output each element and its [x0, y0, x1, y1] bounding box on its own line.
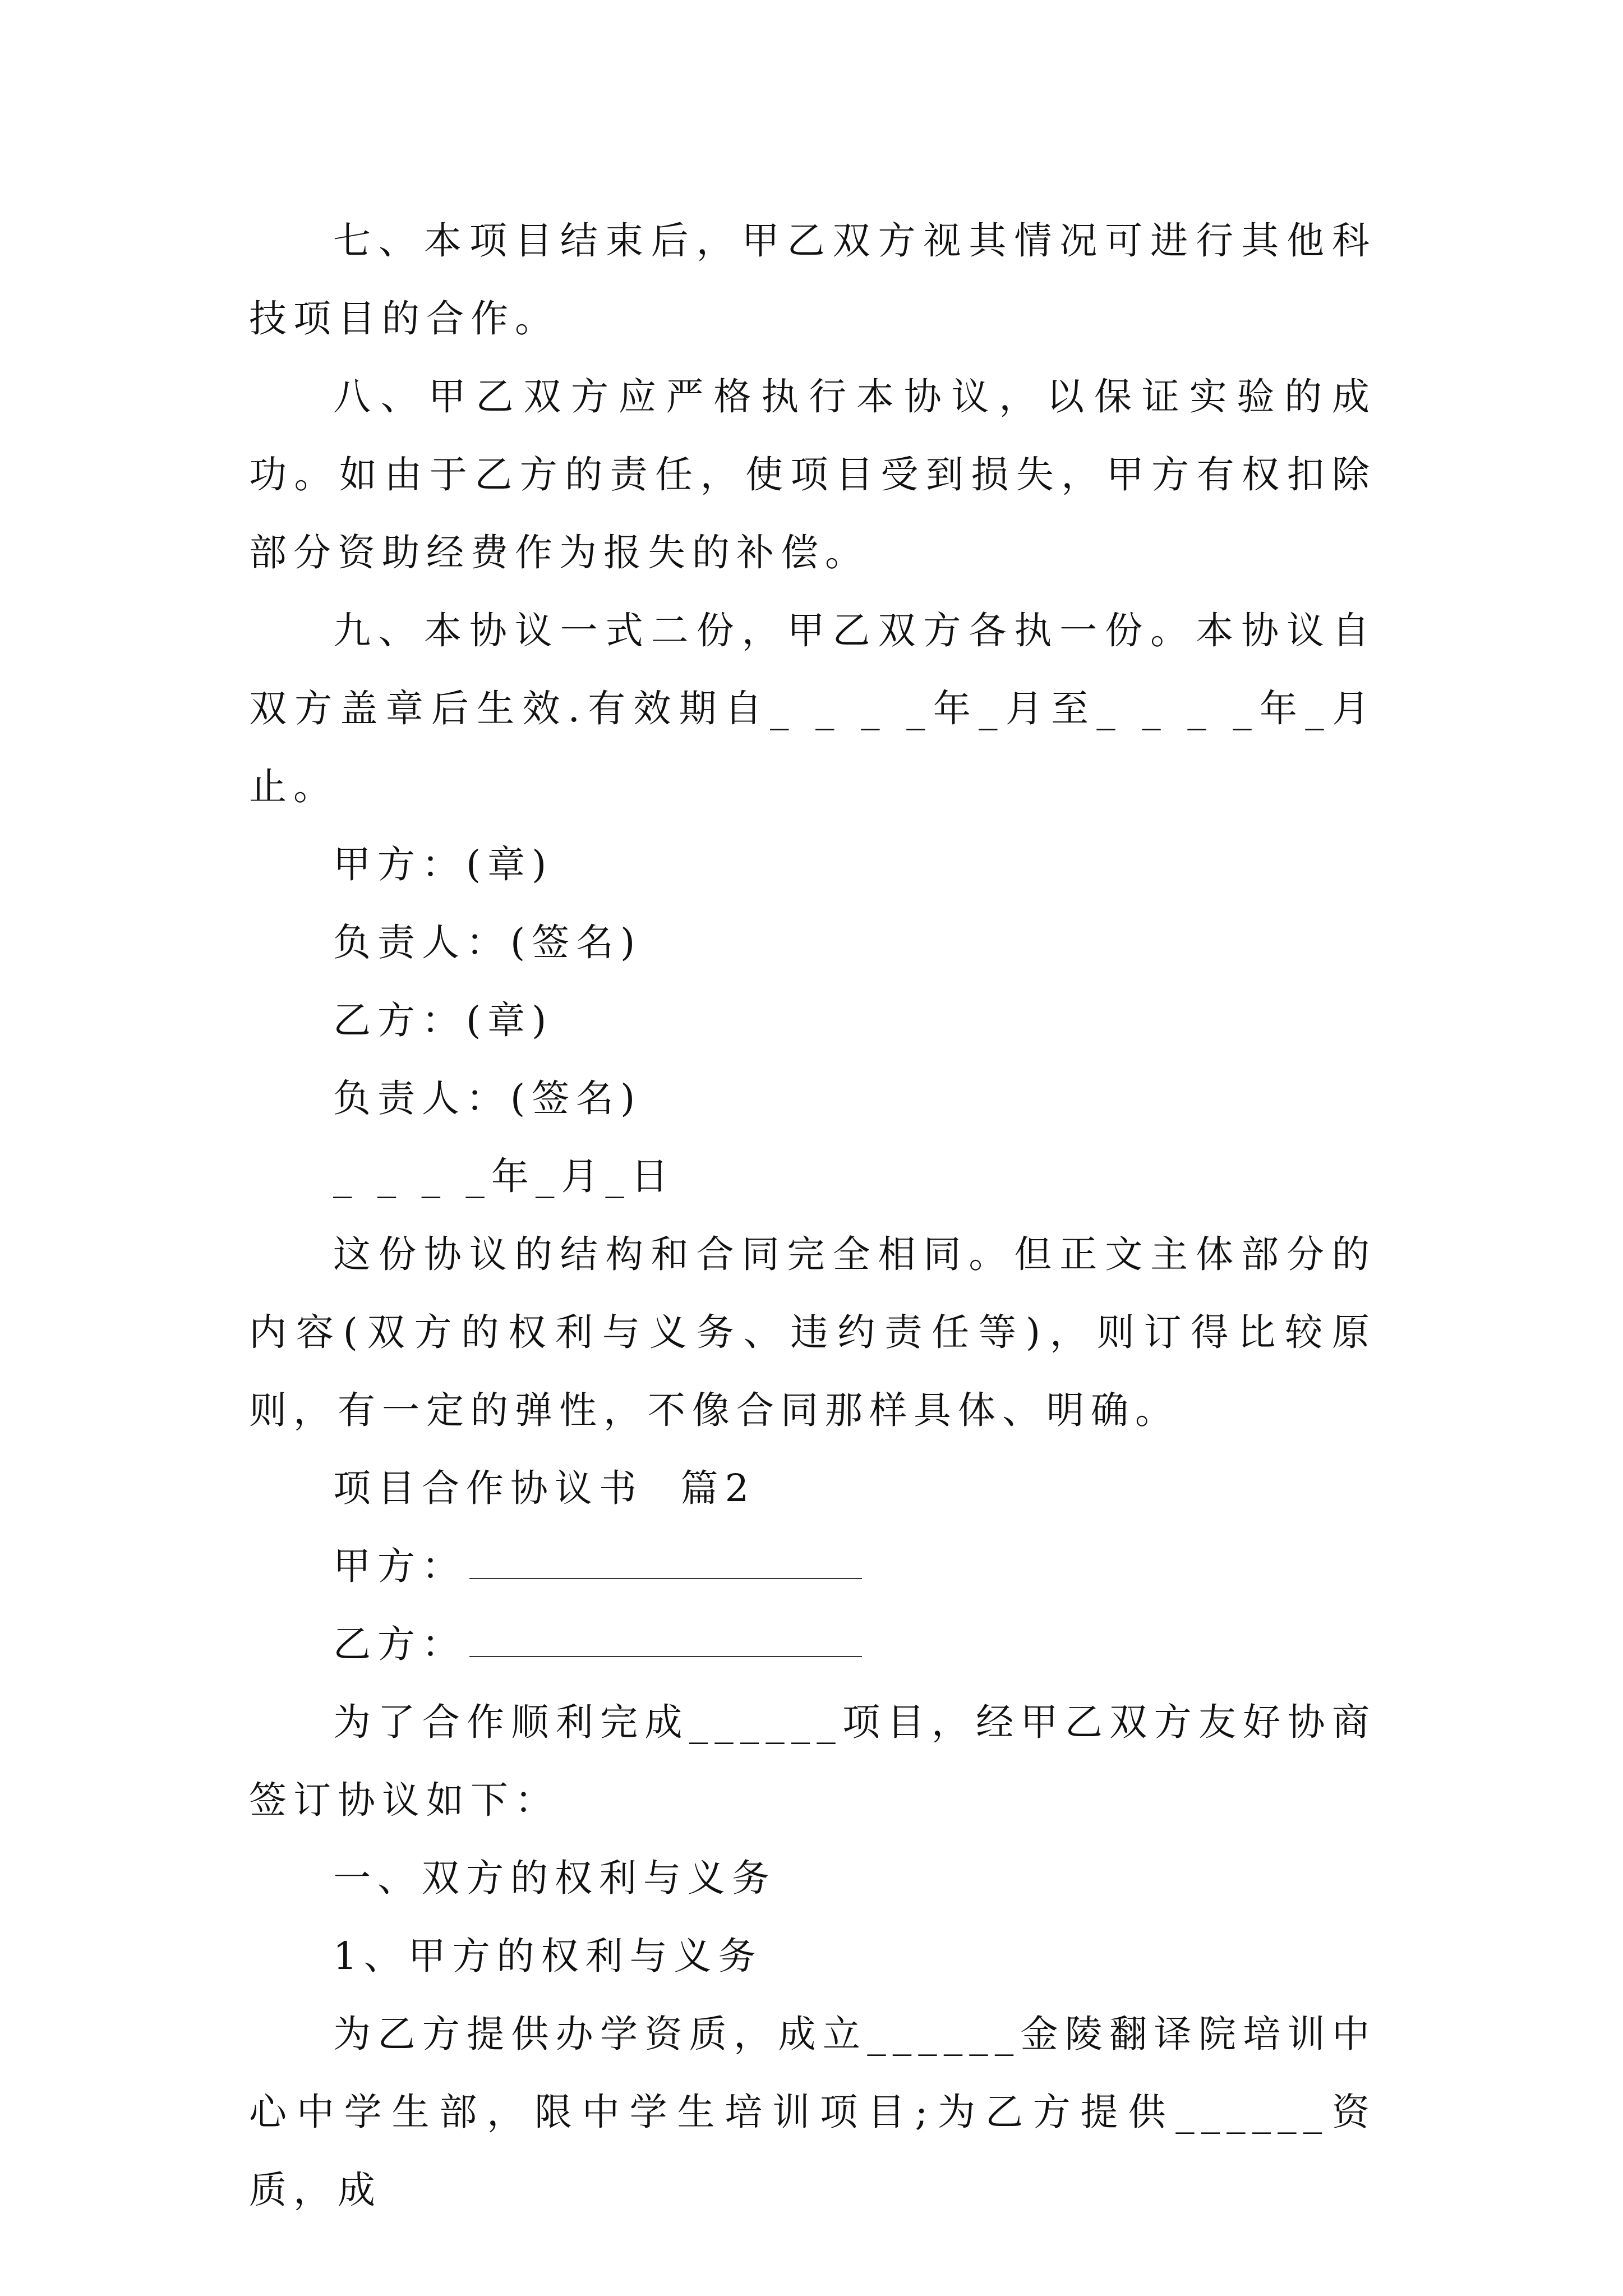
party-b-field	[249, 1605, 1376, 1683]
clause-seven: 七、本项目结束后，甲乙双方视其情况可进行其他科技项目的合作。	[249, 219, 1376, 341]
signing-date: _ _ _ _年_月_日	[333, 1154, 675, 1198]
party-a-seal: 甲方：(章)	[333, 843, 554, 886]
party-a-signatory: 负责人：(签名)	[333, 921, 642, 964]
party-a-field	[249, 1527, 1376, 1605]
party-b-seal: 乙方：(章)	[333, 999, 554, 1042]
party-a-blank-line	[469, 1539, 862, 1579]
party-b-signatory: 负责人：(签名)	[333, 1076, 642, 1120]
document-body	[249, 202, 1376, 2229]
party-a-label: 甲方：	[333, 1544, 466, 1588]
party-b-blank-line	[469, 1617, 862, 1657]
commentary-paragraph: 这份协议的结构和合同完全相同。但正文主体部分的内容(双方的权利与义务、违约责任等)，则订得比较原则，有一定的弹性，不像合同那样具体、明确。	[249, 1232, 1376, 1432]
heading-rights-obligations: 一、双方的权利与义务	[333, 1856, 776, 1900]
section-title: 项目合作协议书 篇2	[333, 1466, 756, 1510]
clause-nine: 九、本协议一式二份，甲乙双方各执一份。本协议自双方盖章后生效.有效期自_ _ _ _年_月至_ _ _ _年_月止。	[249, 609, 1376, 808]
party-b-label: 乙方：	[333, 1622, 466, 1666]
clause-eight: 八、甲乙双方应严格执行本协议，以保证实验的成功。如由于乙方的责任，使项目受到损失，甲方有权扣除部分资助经费作为报失的补偿。	[249, 375, 1376, 574]
party-a-rights-paragraph: 为乙方提供办学资质，成立______金陵翻译院培训中心中学生部，限中学生培训项目;为乙方提供______资质，成	[249, 2012, 1376, 2212]
intro-paragraph: 为了合作顺利完成______项目，经甲乙双方友好协商签订协议如下：	[249, 1700, 1376, 1822]
heading-party-a-rights: 1、甲方的权利与义务	[333, 1934, 763, 1978]
